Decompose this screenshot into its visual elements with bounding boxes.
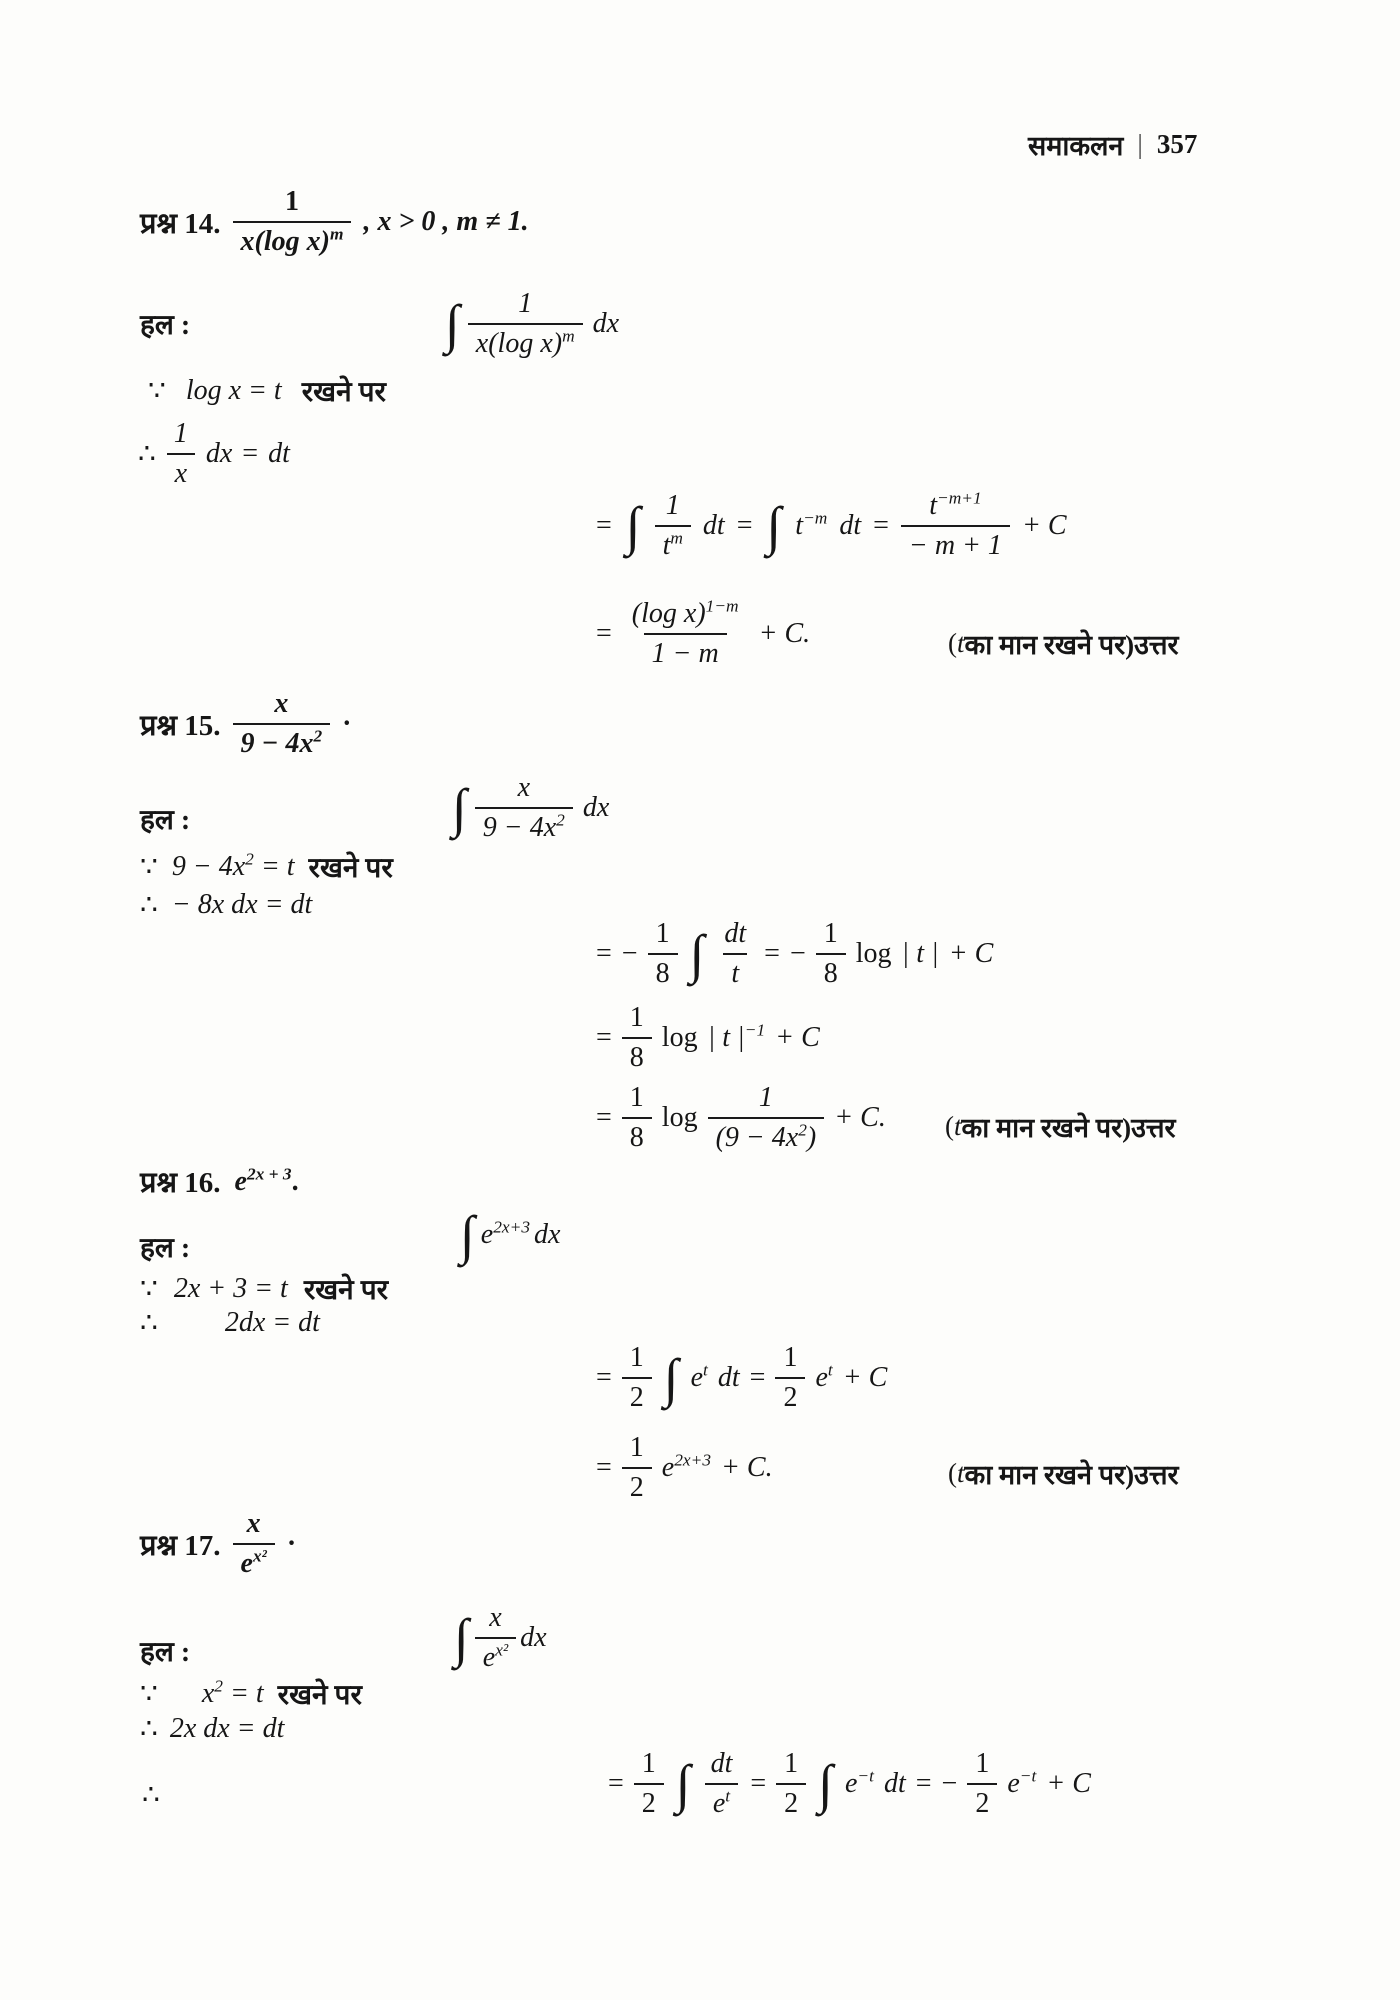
equals-sign: = [596,1102,612,1134]
integral-sign: ∫ [818,1754,833,1815]
q16-integrand [481,1219,530,1251]
minus-sign: − [621,938,638,970]
plus-c-term: + C [775,1022,820,1054]
dx-term: dx [205,438,233,470]
question-15-statement [140,688,352,760]
fraction-numerator: dt [710,1748,733,1779]
uttar-label: उत्तर [1134,1460,1179,1490]
e-exponent: −t [1019,1766,1037,1786]
e-base: e [234,1165,247,1197]
therefore-symbol: ∴ [138,439,156,471]
den-base: (9 − 4x [715,1122,799,1154]
fraction-numerator: 1 [975,1748,990,1779]
e-exponent: t [703,1360,708,1380]
one-over-t-power-m [655,490,691,562]
fraction-numerator: 1 [629,1432,644,1463]
q14-equation-2 [596,598,810,670]
fraction-numerator [624,598,747,633]
fraction-denominator: t [723,953,747,990]
den-exponent: x² [252,1546,267,1566]
final-answer-fraction [624,598,747,670]
q15-solution-label [140,800,190,838]
integral-sign: ∫ [675,1754,691,1815]
fraction-numerator: 1 [518,288,533,319]
substitution-math [202,1678,264,1710]
equals-sign: = [608,1768,624,1800]
dt-over-e-t-fraction [703,1748,741,1820]
statement-end-dot: . [291,1165,299,1197]
substitution-math: 2x + 3 = t [173,1273,288,1304]
q14-integrand-fraction [468,288,583,360]
q14-equation-1 [596,490,1067,562]
num-base: t [929,490,937,521]
integral-sign: ∫ [689,924,705,985]
sub-rhs: = t [253,851,295,882]
e-base: e [661,1452,675,1484]
q17-statement-fraction [233,1508,275,1580]
fraction-denominator: 2 [634,1783,664,1820]
den-base: e [482,1642,496,1674]
equals-sign: = [596,1022,612,1054]
e-exponent: t [827,1360,833,1380]
equals-sign: = [596,938,612,970]
sub-base: x [201,1678,215,1709]
fraction-numerator: x [489,1602,502,1633]
den-exponent: 2 [556,810,565,830]
equals-sign: = [596,618,612,650]
therefore-symbol: ∴ [140,1308,158,1339]
den-base: e [712,1788,726,1820]
final-answer-fraction [708,1082,825,1154]
plus-c-term: + C. [721,1452,773,1484]
q16-substitution-line [140,1270,388,1308]
equals-sign: = [764,938,780,970]
q15-substitution-line [140,848,393,886]
e-power-t-term [691,1362,708,1394]
den-exponent: m [329,224,344,244]
equals-sign: = [873,510,889,542]
fraction-denominator: − m + 1 [901,525,1010,562]
q15-differential-line [140,888,312,922]
q16-statement-expression [235,1166,299,1198]
fraction-numerator: x [274,688,289,719]
sub-rhs: = t [222,1678,264,1709]
paren-open: ( [948,1458,957,1488]
because-symbol: ∵ [148,376,166,407]
fraction-numerator: dt [724,918,747,949]
fraction-numerator: 1 [629,1082,644,1113]
den-base: t [662,530,671,562]
q14-statement-conditions: , x > 0 , m ≠ 1. [363,206,529,238]
den-exponent: m [562,326,575,346]
substitution-math: log x = t [185,375,282,406]
page-number: 357 [1156,129,1198,159]
because-symbol: ∵ [140,852,158,883]
one-half-fraction [634,1748,664,1820]
integral-sign: ∫ [454,1608,469,1669]
abs-t-term: | t | [901,938,939,970]
result-fraction [901,490,1010,562]
log-function: log [661,1022,698,1054]
dt-term: dt [883,1768,906,1800]
equals-sign: = [749,1362,766,1394]
fraction-numerator: 1 [665,490,680,521]
q16-integral-expression [458,1205,561,1265]
q15-answer-note [945,1108,1176,1145]
plus-c-term: + C [1046,1768,1091,1800]
log-function: log [661,1102,698,1134]
one-half-fraction [967,1748,997,1820]
e-power-t-term [815,1362,832,1394]
paren-open: ( [948,628,957,658]
one-eighth-fraction [622,1002,652,1074]
fraction-denominator: 2 [622,1467,652,1504]
fraction-denominator [233,221,352,258]
fraction-numerator: 1 [629,1342,644,1373]
q15-statement-fraction [233,688,331,760]
hal-label: हल : [140,1233,191,1264]
equals-sign: = [596,1452,612,1484]
dt-term: dt [717,1362,740,1394]
one-eighth-fraction [622,1082,652,1154]
statement-end-dot: · [286,1528,297,1560]
equals-sign: = [242,438,259,470]
fraction-denominator [655,525,691,562]
q17-substitution-line [140,1675,362,1713]
e-base: e [844,1768,858,1800]
e-exponent: 2x+3 [674,1450,712,1470]
hindi-rakhne-par: रखने पर [277,1680,362,1711]
e-base: e [690,1362,704,1394]
paren-open: ( [945,1111,954,1141]
note-text: का मान रखने पर) [964,1460,1135,1490]
q15-integral-expression [450,772,609,844]
e-exponent: 2x+3 [493,1217,531,1237]
num-exponent: 1−m [705,596,739,616]
equals-sign: = [750,1768,767,1800]
e-power-minus-t-term [1007,1768,1036,1800]
fraction-denominator: 1 − m [644,633,727,670]
q17-therefore-line [142,1778,160,1812]
substitution-math [172,851,295,883]
num-base: (log x) [631,598,706,629]
q15-integrand-fraction [475,772,573,844]
header-divider: | [1137,129,1143,159]
t-variable: t [957,628,965,658]
den-base: x(log x) [475,328,563,360]
statement-end-dot: · [342,708,352,740]
dx-term: dx [582,792,610,824]
q14-substitution-line [148,372,386,410]
fraction-numerator: 1 [783,1342,798,1373]
note-text: का मान रखने पर) [961,1113,1132,1143]
t-variable: t [957,1458,965,1488]
fraction-numerator: 1 [758,1082,773,1113]
question-17-statement [140,1508,296,1580]
dt-term: dt [268,438,290,470]
q17-integral-expression [452,1602,547,1674]
fraction-numerator [921,490,989,525]
integral-sign: ∫ [445,294,460,355]
question-16-label: प्रश्न 16. [140,1167,221,1199]
fraction-numerator: 1 [629,1002,644,1033]
q17-differential-line [140,1712,284,1746]
question-14-label: प्रश्न 14. [140,207,221,240]
differential-math: 2dx = dt [224,1307,320,1338]
question-14-statement [140,186,529,258]
one-half-fraction [622,1432,652,1504]
fraction-denominator: 2 [967,1783,997,1820]
q16-answer-note [948,1455,1179,1492]
because-symbol: ∵ [140,1274,158,1305]
fraction-numerator: 1 [823,918,838,949]
integral-sign: ∫ [766,496,782,557]
equals-sign: = [596,510,612,542]
t-power-minus-m [795,510,827,542]
one-eighth-fraction [648,918,678,990]
den-base: x(log x) [240,226,330,258]
fraction-denominator [475,1637,516,1674]
hal-label: हल : [140,805,191,836]
one-half-fraction [622,1342,652,1414]
fraction-numerator: 1 [784,1748,799,1779]
den-exponent: 2 [313,726,323,746]
integral-sign: ∫ [663,1348,679,1409]
q17-integrand-fraction [475,1602,516,1674]
equals-sign: = [915,1768,932,1800]
equals-sign: = [736,510,753,542]
note-text: का मान रखने पर) [964,630,1135,660]
plus-c-term: + C [842,1362,888,1394]
e-base: e [815,1362,828,1394]
fraction-denominator: x [167,453,195,490]
dx-term: dx [592,308,620,340]
q16-solution-label [140,1228,190,1266]
dt-over-t-fraction [716,918,754,990]
dt-term: dt [702,510,725,542]
question-15-label: प्रश्न 15. [140,709,221,742]
num-exponent: −m+1 [936,488,982,508]
fraction-numerator: x [246,1508,261,1539]
abs-t-power-term [708,1022,766,1054]
t-exponent: −m [803,508,828,528]
e-base: e [1007,1768,1020,1800]
q16-differential-line [140,1306,320,1340]
because-symbol: ∵ [140,1679,158,1710]
q15-equation-1 [596,918,993,990]
page-title: समाकलन [1028,131,1124,161]
fraction-denominator: 8 [648,953,678,990]
q14-integral-expression [443,288,619,360]
fraction-denominator: 8 [622,1117,652,1154]
equals-sign: = [596,1362,612,1394]
one-over-x-fraction [166,418,196,490]
fraction-numerator: 1 [173,418,188,449]
plus-c-term: + C. [758,618,811,650]
one-half-fraction [775,1342,805,1414]
den-close: ) [806,1122,817,1154]
dx-term: dx [534,1219,561,1250]
den-base: e [240,1548,253,1580]
minus-sign: − [941,1768,958,1800]
q14-differential-line [138,418,290,490]
page-header [1028,126,1197,163]
fraction-numerator: 1 [641,1748,656,1779]
fraction-denominator: 8 [816,953,846,990]
fraction-denominator [475,807,573,844]
q14-answer-note [948,625,1179,662]
fraction-denominator [705,1783,738,1820]
hal-label: हल : [140,310,191,341]
den-exponent: x² [495,1640,509,1660]
fraction-denominator: 2 [775,1377,805,1414]
q15-equation-3 [596,1082,886,1154]
hindi-rakhne-par: रखने पर [303,1275,389,1306]
abs-exponent: −1 [744,1020,766,1040]
question-16-statement [140,1162,299,1201]
q14-solution-label [140,305,190,343]
integral-sign: ∫ [452,778,467,839]
q16-equation-1 [596,1342,887,1414]
hal-label: हल : [140,1637,191,1668]
e-power-minus-t-term [845,1768,874,1800]
plus-c-term: + C [1021,510,1067,542]
uttar-label: उत्तर [1131,1113,1176,1143]
den-base: 9 − 4x [482,812,557,844]
log-function: log [855,938,892,970]
t-variable: t [954,1111,962,1141]
fraction-denominator: 2 [622,1377,652,1414]
minus-sign: − [789,938,806,970]
dx-term: dx [520,1622,547,1654]
therefore-symbol: ∴ [140,1714,158,1745]
q15-equation-2 [596,1002,820,1074]
sub-exponent: 2 [245,849,254,869]
integral-sign: ∫ [460,1205,475,1265]
uttar-label: उत्तर [1134,630,1179,660]
den-base: 9 − 4x [240,728,314,760]
den-exponent: 2 [798,1120,807,1140]
fraction-denominator [233,723,331,760]
question-17-label: प्रश्न 17. [140,1529,221,1562]
therefore-symbol: ∴ [140,890,158,921]
fraction-denominator [468,323,583,360]
sub-exponent: 2 [214,1676,223,1696]
fraction-denominator: 2 [776,1783,806,1820]
hindi-rakhne-par: रखने पर [301,377,386,408]
q17-solution-label [140,1632,190,1670]
fraction-numerator: x [517,772,531,803]
e-exponent: −t [857,1766,874,1786]
e-base: e [480,1219,494,1250]
fraction-denominator: 8 [622,1037,652,1074]
one-half-fraction [776,1748,806,1820]
differential-math: 2x dx = dt [169,1713,285,1744]
abs-base: | t | [707,1022,745,1054]
sub-base: 9 − 4x [171,851,246,882]
fraction-numerator: 1 [655,918,670,949]
fraction-numerator: 1 [284,186,299,217]
one-eighth-fraction [816,918,846,990]
fraction-denominator [708,1117,825,1154]
q17-equation-1 [608,1748,1091,1820]
den-exponent: t [725,1786,731,1806]
e-exponent: 2x + 3 [246,1164,292,1184]
final-answer-term [662,1452,711,1484]
hindi-rakhne-par: रखने पर [308,853,393,884]
den-exponent: m [670,528,683,548]
t-base: t [795,510,804,542]
plus-c-term: + C. [834,1102,886,1134]
plus-c-term: + C [948,938,994,970]
fraction-denominator [233,1543,275,1580]
q14-statement-fraction [233,186,352,258]
integral-sign: ∫ [625,496,641,557]
differential-math: − 8x dx = dt [171,889,313,920]
therefore-symbol: ∴ [142,1780,160,1811]
dt-term: dt [839,510,862,542]
q16-equation-2 [596,1432,773,1504]
